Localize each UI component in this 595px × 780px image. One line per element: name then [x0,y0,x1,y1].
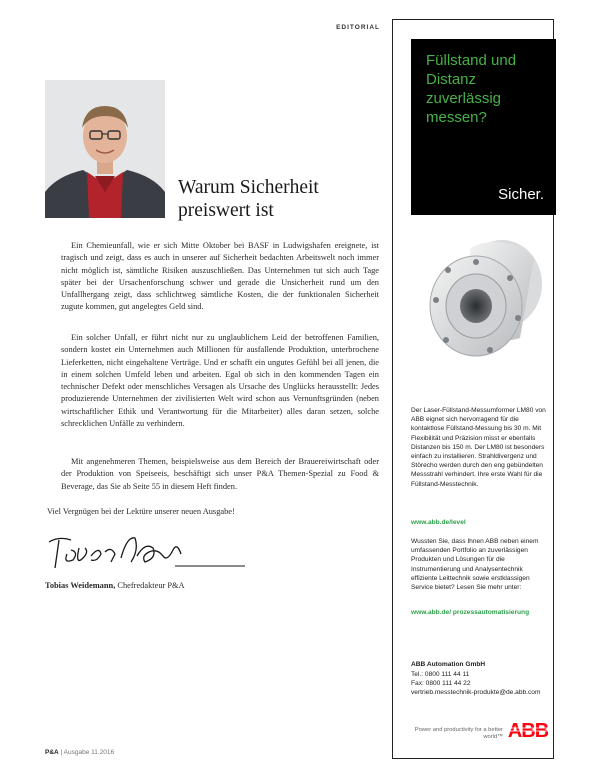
page-footer [45,749,245,756]
ad-phone: Tel.: 0800 111 44 11 [411,671,470,678]
level-transmitter-product-image [410,218,556,404]
ad-claim: Power and productivity for a better world™ [414,727,503,740]
svg-text:ABB: ABB [508,720,548,741]
ad-fax: Fax: 0800 111 44 22 [411,680,471,687]
body-paragraph: Ein Chemieunfall, wie er sich Mitte Oktober bei BASF in Ludwigshafen ereignete, ist tragisch und zeigt, dass es auch in unserer auf Sicherheit bedachten Arbeitswelt noch immer nicht möglich ist, sämtliche Risiken auszuschließen. Das Unternehmen tut sich auch Tage später bei der Ursachenforschung schwer und gerade die Unsicherheit rund um den Unfallhergang zeigt, dass schlichtweg sämtliche Kosten, die der funktionalen Sicherheit zugute kommen, gut angelegtes Geld sind. [61,241,379,312]
ad-headline: Füllstand und Distanz zuverlässig messen? [426,52,517,126]
body-paragraph: Ein solcher Unfall, er führt nicht nur zu unglaublichem Leid der betroffenen Familien, sondern kostet ein Unternehmen auch Millionen für ausfallende Produktion, unterbrochene Lieferketten, nicht eingehaltene Verträge. Und er schafft ein ungutes Gefühl bei all jenen, die in einem solchen Umfeld leben und arbeiten. Egal ob sich in den kommenden Tagen ein technischer Defekt oder menschliches Versagen als Ursache des Unglücks herausstellt: Jedes produzierende Unternehmen der zivilisierten Welt wird schon aus Vernunftsgründen (neben wirtschaftlicher Ethik und Verantwortung für die Mitarbeiter) alles daran setzen, solche schrecklichen Unfälle zu verhindern. [61,333,379,429]
footer-issue: | Ausgabe 11.2016 [58,749,115,756]
author-byline [45,581,375,590]
closing-line: Viel Vergnügen bei der Lektüre unserer neuen Ausgabe! [47,507,235,516]
author-portrait [45,80,165,218]
footer-brand: P&A [45,749,59,756]
ad-level-link[interactable]: www.abb.de/level [411,519,466,526]
body-paragraph: Mit angenehmeren Themen, beispielsweise aus dem Bereich der Brauereiwirtschaft oder der Produktion von Speiseeis, beschäftigt sich unser P&A Themen-Spezial zu Food & Beverage, das Sie ab Seite 55 in diesem Heft finden. [61,457,379,491]
ad-contact-company: ABB Automation GmbH [411,661,486,668]
ad-description: Der Laser-Füllstand-Messumformer LM80 von ABB eignet sich hervorragend für die kontaktlose Füllstand-Messung bis 30 m. Mit Flexibilität und Präzision misst er ebenfalls Distanzen bis 150 m. Der LM80 ist besonders einfach zu installieren. Strahldivergenz und Störecho werden durch den eng gebündelten Messstrahl verhindert. Ihre erste Wahl für die Füllstand-Messtechnik. [411,407,546,488]
ad-headline-box [411,39,556,215]
ad-more-text: Wussten Sie, dass Ihnen ABB neben einem umfassenden Portfolio an zuverlässigen Produkten und Lösungen für die Instrumentierung und Analysentechnik effiziente Leittechnik sowie erstklassigen Service bietet? Lesen Sie mehr unter: [411,538,539,592]
ad-tagline: Sicher. [498,186,544,203]
ad-email[interactable]: vertrieb.messtechnik-produkte@de.abb.com [411,689,541,696]
article-headline: Warum Sicherheit preiswert ist [178,177,319,221]
author-signature [45,528,250,576]
abb-logo [508,719,548,741]
ad-automation-link[interactable]: www.abb.de/ prozessautomatisierung [411,609,530,616]
author-role: Chefredakteur P&A [115,581,185,590]
section-label: EDITORIAL [336,24,380,31]
author-name: Tobias Weidemann, [45,581,116,590]
